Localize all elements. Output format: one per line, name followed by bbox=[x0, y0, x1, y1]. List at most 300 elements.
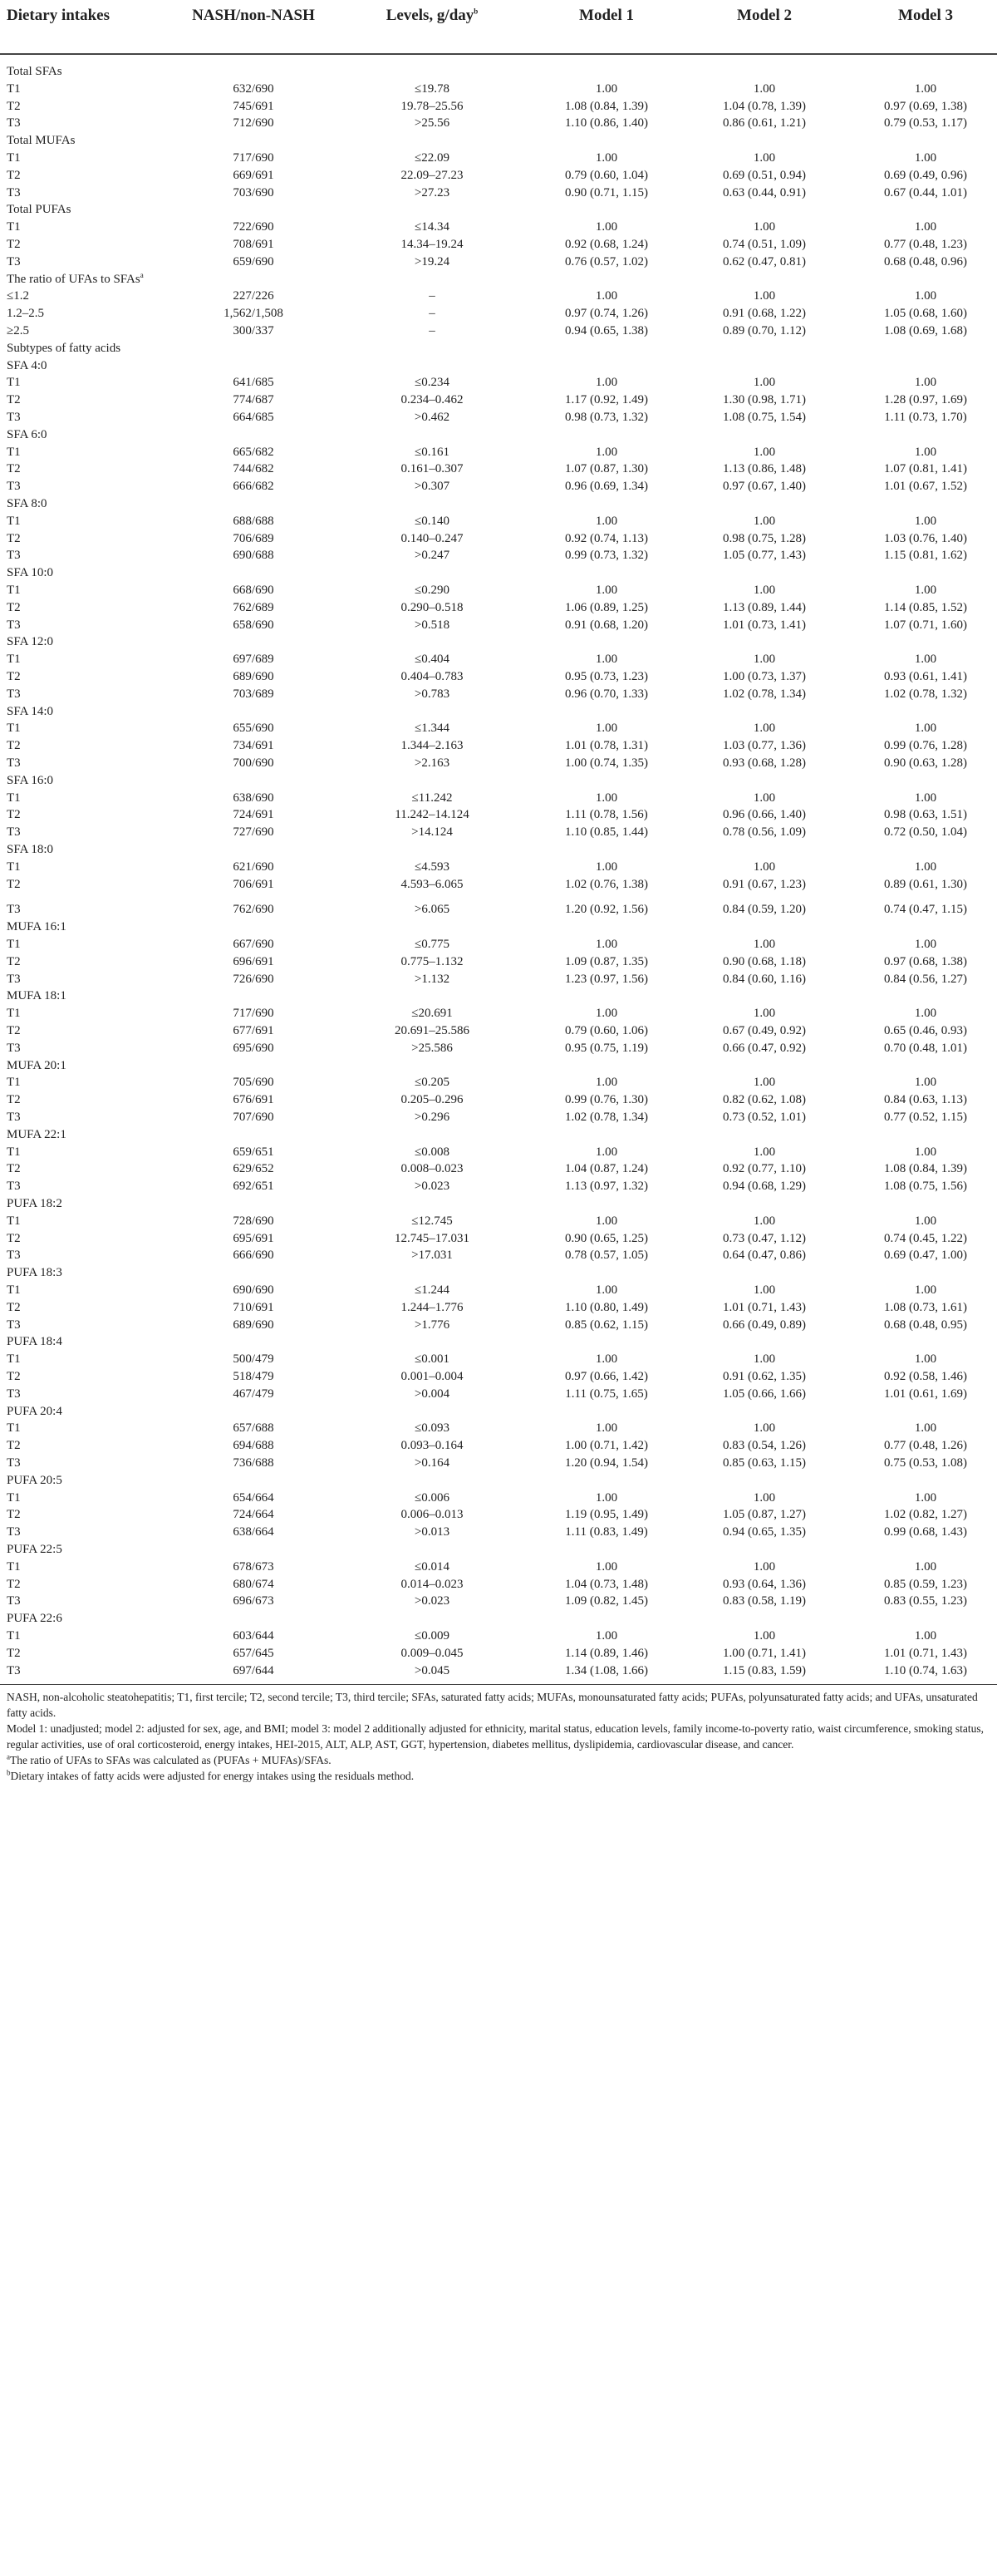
model-2-or: 1.00 bbox=[753, 1076, 776, 1090]
intake-level: 0.014–0.023 bbox=[400, 1577, 464, 1591]
header-levels-text: Levels, g/day bbox=[386, 7, 474, 24]
footnote-abbreviations: NASH, non-alcoholic steatohepatitis; T1, first tercile; T2, second tercile; T3, third tercile; SFAs, saturated fatty acids; MUFAs, monounsaturated fatty acids; PUFAs, polyunsaturated fatty acids; and UFAs, unsaturated fatty acids. bbox=[7, 1691, 978, 1720]
intake-level: >2.163 bbox=[414, 756, 450, 770]
row-label: T2 bbox=[7, 168, 21, 182]
nash-count: 707/690 bbox=[233, 1111, 274, 1124]
model-3-or: 0.74 (0.45, 1.22) bbox=[884, 1231, 967, 1245]
model-3-or: 0.98 (0.63, 1.51) bbox=[884, 808, 967, 822]
intake-level: ≤12.745 bbox=[411, 1214, 453, 1228]
model-3-or: 0.77 (0.52, 1.15) bbox=[884, 1111, 967, 1124]
row-label: T2 bbox=[7, 462, 21, 476]
model-1-or: 1.00 bbox=[595, 653, 618, 667]
row-label: T1 bbox=[7, 722, 21, 736]
intake-level: >0.164 bbox=[414, 1456, 450, 1470]
model-3-or: 1.00 bbox=[914, 1352, 937, 1367]
header-model-3: Model 3 bbox=[898, 7, 953, 24]
intake-level: ≤0.009 bbox=[415, 1629, 449, 1643]
row-label: T1 bbox=[7, 1214, 21, 1228]
row-label: T1 bbox=[7, 791, 21, 805]
model-1-or: 1.20 (0.94, 1.54) bbox=[565, 1456, 648, 1470]
footnote-b-text: Dietary intakes of fatty acids were adjusted for energy intakes using the residuals method. bbox=[10, 1770, 415, 1783]
model-3-or: 0.90 (0.63, 1.28) bbox=[884, 756, 967, 770]
table-footnotes bbox=[7, 1689, 990, 1784]
row-label: T1 bbox=[7, 1007, 21, 1021]
intake-level: 12.745–17.031 bbox=[395, 1231, 469, 1245]
model-2-or: 1.00 bbox=[753, 1559, 776, 1574]
nash-count: 727/690 bbox=[233, 825, 274, 840]
model-1-or: 0.95 (0.73, 1.23) bbox=[565, 670, 648, 683]
model-1-or: 1.11 (0.83, 1.49) bbox=[565, 1525, 648, 1539]
model-3-or: 1.10 (0.74, 1.63) bbox=[884, 1663, 967, 1677]
model-3-or: 1.00 bbox=[914, 445, 937, 459]
nash-count: 500/479 bbox=[233, 1352, 274, 1367]
model-2-or: 1.05 (0.66, 1.66) bbox=[723, 1387, 806, 1401]
nash-count: 696/691 bbox=[233, 954, 274, 968]
model-3-or: 1.00 bbox=[914, 653, 937, 667]
model-1-or: 1.00 bbox=[595, 584, 618, 597]
model-2-or: 1.00 bbox=[753, 81, 776, 96]
row-label: T2 bbox=[7, 877, 21, 891]
intake-level: >27.23 bbox=[414, 185, 450, 199]
model-3-or: 1.11 (0.73, 1.70) bbox=[884, 411, 967, 424]
model-1-or: 1.23 (0.97, 1.56) bbox=[565, 972, 648, 986]
model-2-or: 0.78 (0.56, 1.09) bbox=[723, 825, 806, 840]
model-2-or: 1.00 (0.71, 1.41) bbox=[723, 1646, 806, 1660]
section-label: MUFA 22:1 bbox=[7, 1127, 66, 1141]
model-1-or: 1.09 (0.82, 1.45) bbox=[565, 1594, 648, 1608]
model-2-or: 0.86 (0.61, 1.21) bbox=[723, 116, 806, 131]
model-3-or: 0.92 (0.58, 1.46) bbox=[884, 1370, 967, 1383]
model-2-or: 0.93 (0.68, 1.28) bbox=[723, 756, 806, 770]
model-1-or: 1.04 (0.73, 1.48) bbox=[565, 1577, 648, 1591]
model-2-or: 1.00 bbox=[753, 1214, 776, 1228]
intake-level: ≤11.242 bbox=[411, 791, 453, 805]
nash-count: 669/691 bbox=[233, 168, 274, 182]
row-label: T2 bbox=[7, 393, 21, 407]
nash-count: 603/644 bbox=[233, 1629, 274, 1643]
model-1-or: 1.04 (0.87, 1.24) bbox=[565, 1162, 648, 1176]
footnote-b bbox=[7, 1768, 990, 1784]
model-1-or: 0.92 (0.74, 1.13) bbox=[565, 531, 648, 545]
model-3-or: 1.00 bbox=[914, 859, 937, 874]
model-1-or: 0.97 (0.66, 1.42) bbox=[565, 1370, 648, 1383]
nash-count: 722/690 bbox=[233, 220, 274, 234]
model-1-or: 1.00 bbox=[595, 1559, 618, 1574]
intake-level: >0.023 bbox=[414, 1594, 450, 1608]
model-2-or: 1.00 bbox=[753, 1007, 776, 1021]
model-2-or: 1.00 bbox=[753, 514, 776, 528]
intake-level: >25.586 bbox=[411, 1041, 453, 1055]
model-2-or: 0.84 (0.60, 1.16) bbox=[723, 972, 806, 986]
model-2-or: 0.83 (0.54, 1.26) bbox=[723, 1439, 806, 1453]
model-1-or: 1.00 bbox=[595, 722, 618, 736]
model-3-or: 1.00 bbox=[914, 1490, 937, 1505]
model-2-or: 1.00 bbox=[753, 722, 776, 736]
section-label: SFA 16:0 bbox=[7, 773, 53, 787]
model-2-or: 1.00 bbox=[753, 1283, 776, 1297]
model-1-or: 1.00 bbox=[595, 289, 618, 303]
row-label: 1.2–2.5 bbox=[7, 307, 44, 321]
model-1-or: 0.91 (0.68, 1.20) bbox=[565, 618, 648, 632]
row-label: T2 bbox=[7, 600, 21, 614]
nash-count: 724/691 bbox=[233, 808, 274, 822]
model-3-or: 0.69 (0.47, 1.00) bbox=[884, 1249, 967, 1263]
model-2-or: 0.83 (0.58, 1.19) bbox=[723, 1594, 806, 1608]
header-levels bbox=[345, 7, 519, 25]
intake-level: 14.34–19.24 bbox=[400, 238, 464, 251]
row-label: T3 bbox=[7, 1249, 21, 1263]
footnote-models: Model 1: unadjusted; model 2: adjusted for sex, age, and BMI; model 3: model 2 additionally adjusted for ethnicity, marital status, education levels, family income-to-poverty ratio, waist circumference, smoking status, regular activities, use of oral corticosteroid, energy intakes, HEI-2015, ALT, ALP, AST, GGT, hypertension, diabetes mellitus, dyslipidemia, cardiovascular disease, and cancer. bbox=[7, 1722, 984, 1751]
intake-level: >25.56 bbox=[414, 116, 450, 131]
intake-level: 0.093–0.164 bbox=[400, 1439, 464, 1453]
model-2-or: 0.96 (0.66, 1.40) bbox=[723, 808, 806, 822]
nash-count: 696/673 bbox=[233, 1594, 274, 1608]
model-2-or: 0.73 (0.52, 1.01) bbox=[723, 1111, 806, 1124]
row-label: T1 bbox=[7, 938, 21, 951]
row-label: T2 bbox=[7, 1508, 21, 1522]
section-label: Total MUFAs bbox=[7, 134, 76, 148]
model-3-or: 1.01 (0.61, 1.69) bbox=[884, 1387, 967, 1401]
nash-count: 658/690 bbox=[233, 618, 274, 632]
intake-level: >0.518 bbox=[414, 618, 450, 632]
model-3-or: 0.99 (0.68, 1.43) bbox=[884, 1525, 967, 1539]
nash-count: 629/652 bbox=[233, 1162, 274, 1176]
intake-level: 0.234–0.462 bbox=[400, 393, 464, 407]
model-1-or: 0.98 (0.73, 1.32) bbox=[565, 411, 648, 424]
intake-level: ≤0.234 bbox=[415, 376, 449, 390]
row-label: T3 bbox=[7, 972, 21, 986]
row-label: T2 bbox=[7, 1093, 21, 1107]
model-3-or: 0.77 (0.48, 1.23) bbox=[884, 238, 967, 251]
model-3-or: 1.00 bbox=[914, 1421, 937, 1436]
nash-count: 657/645 bbox=[233, 1646, 274, 1660]
row-label: T1 bbox=[7, 445, 21, 459]
model-1-or: 1.00 (0.71, 1.42) bbox=[565, 1439, 648, 1453]
model-1-or: 1.00 bbox=[595, 151, 618, 165]
model-1-or: 1.00 bbox=[595, 445, 618, 459]
nash-count: 710/691 bbox=[233, 1300, 274, 1314]
model-3-or: 1.01 (0.67, 1.52) bbox=[884, 480, 967, 494]
model-3-or: 1.08 (0.84, 1.39) bbox=[884, 1162, 967, 1176]
model-3-or: 1.00 bbox=[914, 1559, 937, 1574]
model-3-or: 1.02 (0.82, 1.27) bbox=[884, 1508, 967, 1522]
nash-count: 1,562/1,508 bbox=[223, 307, 283, 321]
model-1-or: 0.76 (0.57, 1.02) bbox=[565, 254, 648, 268]
intake-level: ≤20.691 bbox=[411, 1007, 453, 1021]
model-3-or: 0.75 (0.53, 1.08) bbox=[884, 1456, 967, 1470]
row-label: T1 bbox=[7, 1352, 21, 1367]
model-3-or: 0.84 (0.56, 1.27) bbox=[884, 972, 967, 986]
model-1-or: 1.00 bbox=[595, 514, 618, 528]
row-label: T2 bbox=[7, 1370, 21, 1383]
nash-count: 694/688 bbox=[233, 1439, 274, 1453]
row-label: T3 bbox=[7, 1111, 21, 1124]
model-2-or: 1.00 bbox=[753, 151, 776, 165]
footnote-a-mark: a bbox=[7, 1752, 10, 1761]
model-2-or: 1.00 bbox=[753, 220, 776, 234]
nash-count: 705/690 bbox=[233, 1076, 274, 1090]
model-3-or: 1.15 (0.81, 1.62) bbox=[884, 549, 967, 563]
intake-level: ≤0.161 bbox=[415, 445, 449, 459]
intake-level: 0.205–0.296 bbox=[400, 1093, 464, 1107]
intake-level: ≤1.344 bbox=[415, 722, 449, 736]
model-1-or: 1.01 (0.78, 1.31) bbox=[565, 739, 648, 753]
model-1-or: 1.00 bbox=[595, 376, 618, 390]
intake-level: >0.462 bbox=[414, 411, 450, 424]
row-label: T3 bbox=[7, 116, 21, 131]
model-2-or: 0.82 (0.62, 1.08) bbox=[723, 1093, 806, 1107]
nash-count: 689/690 bbox=[233, 1318, 274, 1332]
model-1-or: 1.10 (0.85, 1.44) bbox=[565, 825, 648, 840]
model-1-or: 1.00 bbox=[595, 1352, 618, 1367]
footnote-a-text: The ratio of UFAs to SFAs was calculated as (PUFAs + MUFAs)/SFAs. bbox=[10, 1754, 332, 1767]
model-2-or: 1.05 (0.87, 1.27) bbox=[723, 1508, 806, 1522]
model-2-or: 1.00 bbox=[753, 1629, 776, 1643]
model-1-or: 0.99 (0.76, 1.30) bbox=[565, 1093, 648, 1107]
section-label: PUFA 18:4 bbox=[7, 1335, 62, 1349]
model-1-or: 0.90 (0.65, 1.25) bbox=[565, 1231, 648, 1245]
model-1-or: 1.14 (0.89, 1.46) bbox=[565, 1646, 648, 1660]
nash-count: 695/691 bbox=[233, 1231, 274, 1245]
row-label: T1 bbox=[7, 859, 21, 874]
row-label: T3 bbox=[7, 254, 21, 268]
row-label: T2 bbox=[7, 954, 21, 968]
row-label: T3 bbox=[7, 1456, 21, 1470]
model-3-or: 0.68 (0.48, 0.96) bbox=[884, 254, 967, 268]
model-3-or: 0.97 (0.68, 1.38) bbox=[884, 954, 967, 968]
model-1-or: 0.78 (0.57, 1.05) bbox=[565, 1249, 648, 1263]
intake-level: ≤0.140 bbox=[415, 514, 449, 528]
row-label: T2 bbox=[7, 1231, 21, 1245]
intake-level: 0.140–0.247 bbox=[400, 531, 464, 545]
intake-level: >0.783 bbox=[414, 687, 450, 701]
row-label: T2 bbox=[7, 238, 21, 251]
nash-count: 706/689 bbox=[233, 531, 274, 545]
table-bottom-rule bbox=[0, 1684, 997, 1685]
model-1-or: 1.00 bbox=[595, 1214, 618, 1228]
model-3-or: 0.99 (0.76, 1.28) bbox=[884, 739, 967, 753]
model-3-or: 1.00 bbox=[914, 376, 937, 390]
row-label: T2 bbox=[7, 1439, 21, 1453]
row-label: T1 bbox=[7, 151, 21, 165]
model-2-or: 1.13 (0.86, 1.48) bbox=[723, 462, 806, 476]
row-label: T1 bbox=[7, 376, 21, 390]
model-2-or: 1.15 (0.83, 1.59) bbox=[723, 1663, 806, 1677]
model-1-or: 1.00 bbox=[595, 1629, 618, 1643]
model-3-or: 0.72 (0.50, 1.04) bbox=[884, 825, 967, 840]
row-label: T3 bbox=[7, 1525, 21, 1539]
model-2-or: 0.91 (0.62, 1.35) bbox=[723, 1370, 806, 1383]
nash-count: 659/690 bbox=[233, 254, 274, 268]
nash-count: 638/690 bbox=[233, 791, 274, 805]
header-nash-count: NASH/non-NASH bbox=[192, 7, 315, 24]
row-label: T1 bbox=[7, 1145, 21, 1159]
model-3-or: 1.00 bbox=[914, 1283, 937, 1297]
nash-count: 717/690 bbox=[233, 1007, 274, 1021]
intake-level: ≤4.593 bbox=[415, 859, 449, 874]
row-label: T1 bbox=[7, 584, 21, 597]
model-3-or: 0.89 (0.61, 1.30) bbox=[884, 877, 967, 891]
intake-level: 20.691–25.586 bbox=[395, 1024, 469, 1037]
model-1-or: 1.00 bbox=[595, 220, 618, 234]
model-3-or: 1.28 (0.97, 1.69) bbox=[884, 393, 967, 407]
model-2-or: 0.74 (0.51, 1.09) bbox=[723, 238, 806, 251]
row-label: T1 bbox=[7, 1629, 21, 1643]
intake-level: 0.404–0.783 bbox=[400, 670, 464, 683]
model-1-or: 1.00 bbox=[595, 938, 618, 951]
row-label: T3 bbox=[7, 480, 21, 494]
model-1-or: 1.07 (0.87, 1.30) bbox=[565, 462, 648, 476]
intake-level: 11.242–14.124 bbox=[395, 808, 469, 822]
model-2-or: 0.91 (0.68, 1.22) bbox=[723, 307, 806, 321]
row-label: T2 bbox=[7, 1300, 21, 1314]
nash-count: 689/690 bbox=[233, 670, 274, 683]
model-2-or: 0.91 (0.67, 1.23) bbox=[723, 877, 806, 891]
nash-count: 665/682 bbox=[233, 445, 274, 459]
model-1-or: 1.00 bbox=[595, 1283, 618, 1297]
model-3-or: 0.83 (0.55, 1.23) bbox=[884, 1594, 967, 1608]
intake-level: 0.775–1.132 bbox=[400, 954, 464, 968]
intake-level: 0.290–0.518 bbox=[400, 600, 464, 614]
model-3-or: 1.00 bbox=[914, 151, 937, 165]
nash-count: 641/685 bbox=[233, 376, 274, 390]
model-2-or: 1.05 (0.77, 1.43) bbox=[723, 549, 806, 563]
intake-level: >0.004 bbox=[414, 1387, 450, 1401]
model-2-or: 1.00 bbox=[753, 859, 776, 874]
model-2-or: 1.00 bbox=[753, 584, 776, 597]
model-1-or: 0.94 (0.65, 1.38) bbox=[565, 324, 648, 337]
intake-level: 1.244–1.776 bbox=[400, 1300, 464, 1314]
row-label: T2 bbox=[7, 1646, 21, 1660]
row-label: T1 bbox=[7, 220, 21, 234]
nash-count: 762/690 bbox=[233, 903, 274, 917]
row-label: T3 bbox=[7, 1318, 21, 1332]
model-3-or: 1.00 bbox=[914, 1145, 937, 1159]
section-label: SFA 10:0 bbox=[7, 566, 53, 580]
intake-level: >1.132 bbox=[414, 972, 450, 986]
intake-level: >6.065 bbox=[414, 903, 450, 917]
nash-count: 688/688 bbox=[233, 514, 274, 528]
intake-level: ≤22.09 bbox=[415, 151, 449, 165]
model-3-or: 1.00 bbox=[914, 722, 937, 736]
model-1-or: 1.06 (0.89, 1.25) bbox=[565, 600, 648, 614]
row-label: T2 bbox=[7, 808, 21, 822]
row-label: T2 bbox=[7, 1577, 21, 1591]
section-label: PUFA 18:3 bbox=[7, 1266, 62, 1280]
row-label: T1 bbox=[7, 81, 21, 96]
row-label: T3 bbox=[7, 903, 21, 917]
model-2-or: 1.01 (0.73, 1.41) bbox=[723, 618, 806, 632]
row-label: T2 bbox=[7, 1024, 21, 1037]
nash-count: 774/687 bbox=[233, 393, 274, 407]
model-2-or: 0.90 (0.68, 1.18) bbox=[723, 954, 806, 968]
intake-level: – bbox=[429, 289, 435, 303]
row-label: T3 bbox=[7, 1387, 21, 1401]
section-footnote-mark: a bbox=[140, 270, 144, 279]
intake-level: >0.296 bbox=[414, 1111, 450, 1124]
intake-level: ≤0.775 bbox=[415, 938, 449, 951]
nash-count: 745/691 bbox=[233, 99, 274, 113]
footnote-b-mark: b bbox=[7, 1768, 11, 1777]
model-3-or: 0.84 (0.63, 1.13) bbox=[884, 1093, 967, 1107]
model-3-or: 0.68 (0.48, 0.95) bbox=[884, 1318, 967, 1332]
intake-level: >0.013 bbox=[414, 1525, 450, 1539]
intake-level: ≤0.001 bbox=[415, 1352, 449, 1367]
model-1-or: 1.17 (0.92, 1.49) bbox=[565, 393, 648, 407]
model-3-or: 1.05 (0.68, 1.60) bbox=[884, 307, 967, 321]
row-label: T2 bbox=[7, 531, 21, 545]
model-1-or: 0.96 (0.69, 1.34) bbox=[565, 480, 648, 494]
model-3-or: 1.00 bbox=[914, 1214, 937, 1228]
model-2-or: 1.30 (0.98, 1.71) bbox=[723, 393, 806, 407]
model-2-or: 0.66 (0.49, 0.89) bbox=[723, 1318, 806, 1332]
model-2-or: 0.69 (0.51, 0.94) bbox=[723, 168, 806, 182]
model-2-or: 1.00 bbox=[753, 1421, 776, 1436]
model-2-or: 1.13 (0.89, 1.44) bbox=[723, 600, 806, 614]
intake-level: >14.124 bbox=[411, 825, 453, 840]
section-label: MUFA 20:1 bbox=[7, 1058, 66, 1072]
nash-count: 676/691 bbox=[233, 1093, 274, 1107]
intake-level: – bbox=[429, 307, 435, 321]
model-1-or: 1.02 (0.78, 1.34) bbox=[565, 1111, 648, 1124]
row-label: T1 bbox=[7, 1283, 21, 1297]
nash-count: 706/691 bbox=[233, 877, 274, 891]
model-2-or: 1.00 bbox=[753, 653, 776, 667]
model-3-or: 1.00 bbox=[914, 584, 937, 597]
intake-level: 0.001–0.004 bbox=[400, 1370, 464, 1383]
nash-count: 708/691 bbox=[233, 238, 274, 251]
model-1-or: 1.09 (0.87, 1.35) bbox=[565, 954, 648, 968]
model-1-or: 0.96 (0.70, 1.33) bbox=[565, 687, 648, 701]
row-label: T3 bbox=[7, 411, 21, 424]
model-3-or: 1.08 (0.75, 1.56) bbox=[884, 1180, 967, 1194]
intake-level: >0.045 bbox=[414, 1663, 450, 1677]
nash-count: 668/690 bbox=[233, 584, 274, 597]
header-dietary-intakes: Dietary intakes bbox=[7, 7, 111, 24]
section-label: PUFA 18:2 bbox=[7, 1197, 62, 1210]
model-1-or: 1.11 (0.75, 1.65) bbox=[565, 1387, 648, 1401]
intake-level: >17.031 bbox=[411, 1249, 453, 1263]
model-2-or: 1.04 (0.78, 1.39) bbox=[723, 99, 806, 113]
nash-count: 690/690 bbox=[233, 1283, 274, 1297]
model-3-or: 1.07 (0.81, 1.41) bbox=[884, 462, 967, 476]
model-2-or: 0.94 (0.65, 1.35) bbox=[723, 1525, 806, 1539]
nash-count: 700/690 bbox=[233, 756, 274, 770]
model-1-or: 0.92 (0.68, 1.24) bbox=[565, 238, 648, 251]
intake-level: >0.023 bbox=[414, 1180, 450, 1194]
nash-count: 728/690 bbox=[233, 1214, 274, 1228]
model-2-or: 0.97 (0.67, 1.40) bbox=[723, 480, 806, 494]
model-2-or: 1.00 bbox=[753, 1145, 776, 1159]
row-label: T3 bbox=[7, 1663, 21, 1677]
intake-level: ≤0.205 bbox=[415, 1076, 449, 1090]
model-2-or: 0.98 (0.75, 1.28) bbox=[723, 531, 806, 545]
row-label: ≤1.2 bbox=[7, 289, 29, 303]
model-3-or: 1.07 (0.71, 1.60) bbox=[884, 618, 967, 632]
section-label bbox=[7, 271, 144, 288]
model-1-or: 1.02 (0.76, 1.38) bbox=[565, 877, 648, 891]
model-3-or: 1.08 (0.69, 1.68) bbox=[884, 324, 967, 337]
row-label: T1 bbox=[7, 514, 21, 528]
row-label: T3 bbox=[7, 825, 21, 840]
section-label: MUFA 18:1 bbox=[7, 989, 66, 1003]
section-label: SFA 14:0 bbox=[7, 704, 53, 718]
model-2-or: 0.73 (0.47, 1.12) bbox=[723, 1231, 806, 1245]
model-1-or: 0.95 (0.75, 1.19) bbox=[565, 1041, 648, 1055]
model-1-or: 1.00 bbox=[595, 1421, 618, 1436]
model-3-or: 1.00 bbox=[914, 1076, 937, 1090]
model-3-or: 0.74 (0.47, 1.15) bbox=[884, 903, 967, 917]
